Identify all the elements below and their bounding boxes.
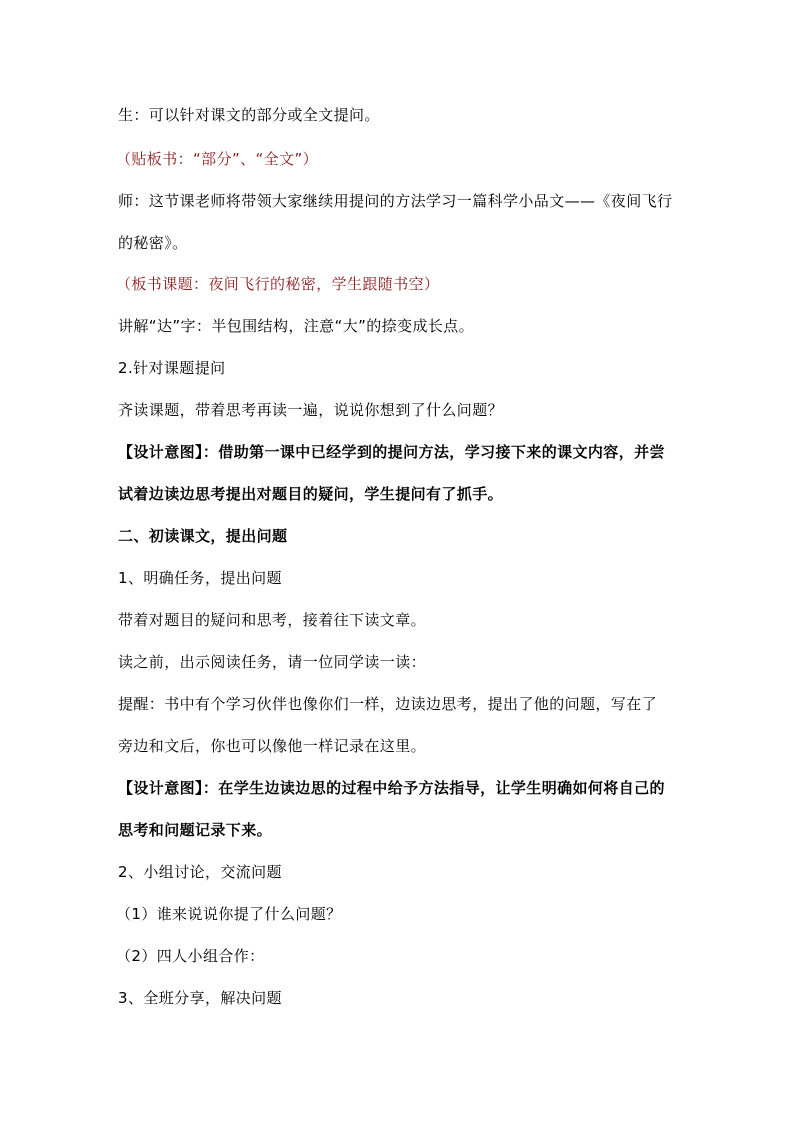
annotation-line: （贴板书：“部分”、“全文”） — [116, 150, 319, 168]
text-line: 生：可以针对课文的部分或全文提问。 — [118, 106, 380, 124]
design-intent-line: 思考和问题记录下来。 — [118, 821, 273, 839]
text-line: 旁边和文后，你也可以像他一样记录在这里。 — [118, 737, 427, 755]
text-line: 读之前，出示阅读任务，请一位同学读一读： — [118, 653, 427, 671]
annotation-line: （板书课题：夜间飞行的秘密，学生跟随书空） — [116, 275, 440, 293]
design-intent-line: 试着边读边思考提出对题目的疑问，学生提问有了抓手。 — [118, 485, 504, 503]
text-line: 齐读课题，带着思考再读一遍，说说你想到了什么问题？ — [118, 401, 504, 419]
text-line: 3、全班分享，解决问题 — [118, 989, 282, 1007]
text-line: 2.针对课题提问 — [118, 359, 226, 377]
text-line: 提醒：书中有个学习伙伴也像你们一样，边读边思考，提出了他的问题，写在了 — [118, 695, 658, 713]
text-line: （2）四人小组合作： — [116, 947, 265, 965]
section-heading: 二、初读课文，提出问题 — [118, 527, 288, 545]
text-line: 带着对题目的疑问和思考，接着往下读文章。 — [118, 611, 427, 629]
text-line: （1）谁来说说你提了什么问题？ — [116, 905, 342, 923]
text-line: 师：这节课老师将带领大家继续用提问的方法学习一篇科学小品文——《夜间飞行 — [118, 192, 673, 210]
design-intent-line: 【设计意图】：借助第一课中已经学到的提问方法，学习接下来的课文内容，并尝 — [118, 443, 665, 461]
text-line: 2、小组讨论，交流问题 — [118, 863, 282, 881]
text-line: 的秘密》。 — [118, 234, 188, 252]
design-intent-line: 【设计意图】：在学生边读边思的过程中给予方法指导，让学生明确如何将自己的 — [118, 779, 665, 797]
text-line: 讲解“达”字：半包围结构，注意“大”的捺变成长点。 — [118, 317, 475, 335]
text-line: 1、明确任务，提出问题 — [118, 569, 282, 587]
